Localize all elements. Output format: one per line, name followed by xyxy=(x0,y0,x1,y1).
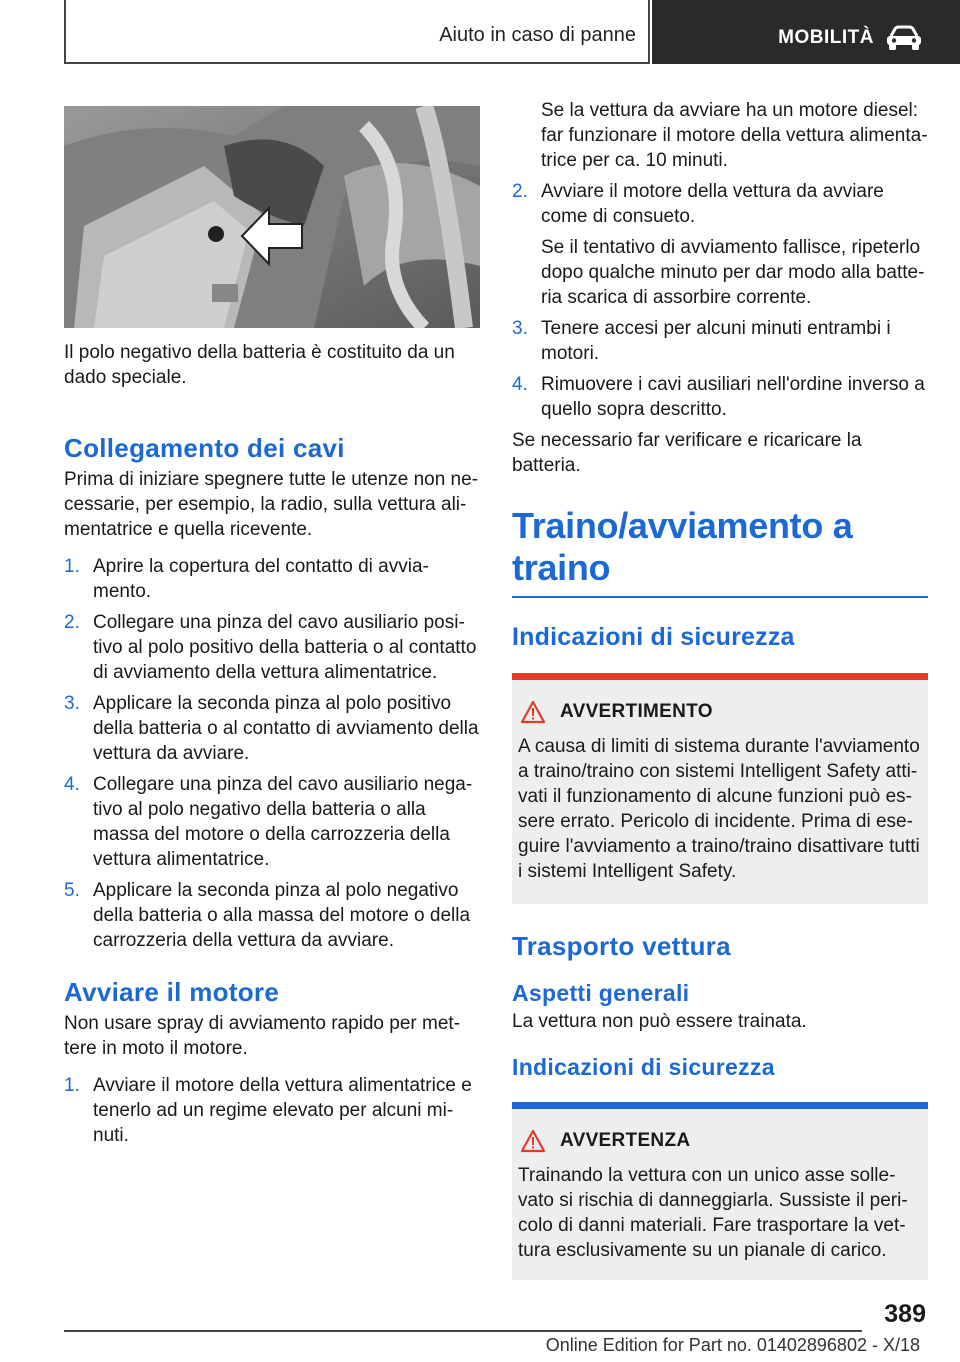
notice-header xyxy=(512,1109,928,1155)
battery-check-note: Se necessario far verificare e ricaricare la batteria. xyxy=(512,430,862,476)
warning-header xyxy=(512,680,928,726)
cables-heading: Collegamento dei cavi xyxy=(64,433,345,463)
step-text: Tenere accesi per alcuni minuti entrambi i motori. xyxy=(541,318,891,364)
warning-triangle-icon xyxy=(520,700,546,724)
step-text: Avviare il motore della vettura alimentatrice e tenerlo ad un regime elevato per alcuni minuti. xyxy=(93,1075,472,1146)
chapter-tab xyxy=(652,0,960,64)
step-number: 3. xyxy=(64,693,80,714)
left-column xyxy=(64,106,480,1148)
step1-continuation: Se la vettura da avviare ha un motore diesel: far funzionare il motore della vettura alimentatrice per ca. 10 minuti. xyxy=(541,100,928,171)
car-icon xyxy=(884,25,924,51)
step-text: Applicare la seconda pinza al polo negativo della batteria o alla massa del motore o della carrozzeria della vettura da avviare. xyxy=(93,880,471,951)
warning-box xyxy=(512,673,928,904)
list-item xyxy=(64,772,480,872)
step-number: 5. xyxy=(64,880,80,901)
warning-title: AVVERTIMENTO xyxy=(560,701,713,722)
notice-title: AVVERTENZA xyxy=(560,1130,691,1151)
step-number: 4. xyxy=(512,374,528,395)
list-item xyxy=(512,316,928,366)
notice-box xyxy=(512,1102,928,1280)
list-item xyxy=(64,691,480,766)
list-item xyxy=(64,610,480,685)
step-text: Aprire la copertura del contatto di avviamento. xyxy=(93,556,429,602)
warning-text: A causa di limiti di sistema durante l'avviamento a traino/traino con sistemi Intelligent Safety attivati il funzionamento di alcune funzioni può essere errato. Pericolo di incidente. Prima di eseguire l'avviamento a traino/traino disattivare tutti i sistemi Intelligent Safety. xyxy=(518,736,920,882)
step-number: 4. xyxy=(64,774,80,795)
step-number: 2. xyxy=(512,181,528,202)
header-divider xyxy=(648,0,650,64)
step-text: Collegare una pinza del cavo ausiliario negativo al polo negativo della batteria o alla massa del motore o della carrozzeria della vettura alimentatrice. xyxy=(93,774,473,870)
start-engine-steps-continued xyxy=(512,179,928,422)
step-text: Collegare una pinza del cavo ausiliario positivo al polo positivo della batteria o al contatto di avviamento della vettura alimentatrice. xyxy=(93,612,477,683)
general-text: La vettura non può essere trainata. xyxy=(512,1011,807,1032)
right-column xyxy=(512,98,928,1280)
step-text: Rimuovere i cavi ausiliari nell'ordine inverso a quello sopra descritto. xyxy=(541,374,925,420)
tow-safety-heading: Indicazioni di sicurezza xyxy=(512,623,795,651)
notice-text: Trainando la vettura con un unico asse sollevato si rischia di danneggiarla. Sussiste il pericolo di danni materiali. Fare trasportare la vettura esclusivamente su un pianale di carico. xyxy=(518,1165,908,1261)
step-note: Se il tentativo di avviamento fallisce, ripeterlo dopo qualche minuto per dar modo alla batteria scarica di assorbire corrente. xyxy=(541,237,925,308)
general-heading: Aspetti generali xyxy=(512,980,690,1006)
list-item xyxy=(512,179,928,310)
start-engine-steps xyxy=(64,1073,480,1148)
step-text: Avviare il motore della vettura da avviare come di consueto. xyxy=(541,181,884,227)
start-engine-heading: Avviare il motore xyxy=(64,977,280,1007)
battery-negative-terminal-photo xyxy=(64,106,480,328)
photo-caption: Il polo negativo della batteria è costituito da un dado speciale. xyxy=(64,342,455,388)
cables-intro: Prima di iniziare spegnere tutte le utenze non necessarie, per esempio, la radio, sulla vettura alimentatrice e quella ricevente. xyxy=(64,469,479,540)
list-item xyxy=(512,372,928,422)
chapter-label: MOBILITÀ xyxy=(778,27,874,48)
step-number: 1. xyxy=(64,1075,80,1096)
section-title: Aiuto in caso di panne xyxy=(439,24,636,46)
header-bottom-rule xyxy=(64,62,650,64)
step-text: Applicare la seconda pinza al polo positivo della batteria o al contatto di avviamento della vettura da avviare. xyxy=(93,693,479,764)
step-number: 1. xyxy=(64,556,80,577)
footer-rule xyxy=(64,1330,862,1332)
heading-rule xyxy=(512,596,928,598)
list-item xyxy=(64,878,480,953)
list-item xyxy=(64,554,480,604)
step-number: 3. xyxy=(512,318,528,339)
list-item xyxy=(64,1073,480,1148)
page-number: 389 xyxy=(884,1300,926,1328)
start-engine-intro: Non usare spray di avviamento rapido per mettere in moto il motore. xyxy=(64,1013,461,1059)
cables-steps xyxy=(64,554,480,953)
transport-heading: Trasporto vettura xyxy=(512,931,731,961)
transport-safety-heading: Indicazioni di sicurezza xyxy=(512,1054,775,1080)
edition-note: Online Edition for Part no. 01402896802 - X/18 xyxy=(545,1335,920,1355)
warning-triangle-icon xyxy=(520,1129,546,1153)
tow-start-heading: Traino/avviamento a traino xyxy=(512,505,853,588)
step-number: 2. xyxy=(64,612,80,633)
